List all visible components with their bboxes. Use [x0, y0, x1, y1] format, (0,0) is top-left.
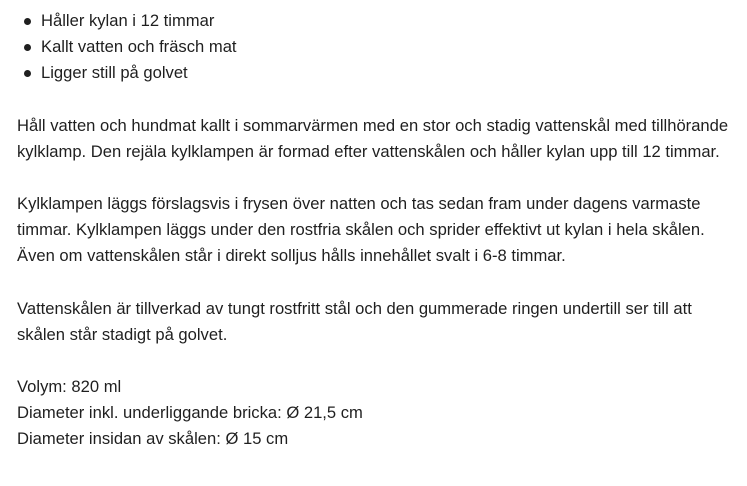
feature-text: Ligger still på golvet: [41, 63, 188, 83]
spec-inner-diameter: Diameter insidan av skålen: Ø 15 cm: [17, 429, 289, 449]
spec-list: [17, 374, 741, 453]
spec-volume: Volym: 820 ml: [17, 376, 122, 396]
product-description: [17, 8, 741, 453]
bullet-icon: [24, 70, 31, 77]
description-paragraph-3: Vattenskålen är tillverkad av tungt rostfritt stål och den gummerade ringen undertill ser till att skålen står stadigt på golvet.: [17, 298, 692, 344]
bullet-icon: [24, 44, 31, 51]
description-paragraph-1: Håll vatten och hundmat kallt i sommarvärmen med en stor och stadig vattenskål med tillhörande kylklamp. Den rejäla kylklampen är formad efter vattenskålen och håller kylan upp till 12 timmar.: [17, 115, 729, 161]
feature-text: Kallt vatten och fräsch mat: [41, 37, 237, 57]
feature-text: Håller kylan i 12 timmar: [41, 11, 215, 30]
description-paragraph-2: Kylklampen läggs förslagsvis i frysen över natten och tas sedan fram under dagens varmaste timmar. Kylklampen läggs under den rostfria skålen och sprider effektivt ut kylan i hela skålen. Även om vattenskålen står i direkt solljus hålls innehållet svalt i 6-8 timmar.: [17, 193, 705, 266]
bullet-icon: [24, 18, 31, 25]
feature-item: [17, 34, 741, 60]
feature-list: [17, 8, 741, 87]
feature-item: [17, 8, 741, 34]
feature-item: [17, 60, 741, 86]
spec-outer-diameter: Diameter inkl. underliggande bricka: Ø 21,5 cm: [17, 403, 363, 423]
